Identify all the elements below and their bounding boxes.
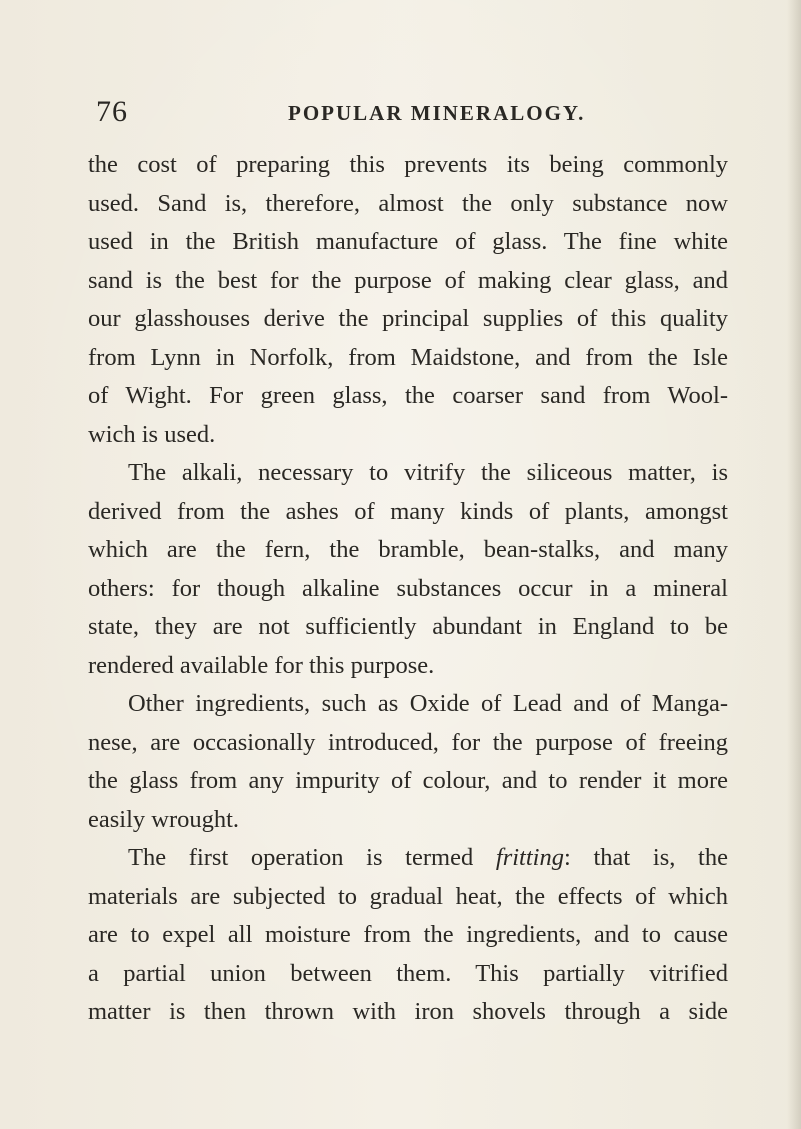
text-line: used. Sand is, therefore, almost the only substance now <box>88 189 728 217</box>
text-line: the glass from any impurity of colour, and to render it more <box>88 767 728 794</box>
text-line-with-italic <box>88 839 728 878</box>
text-line: The alkali, necessary to vitrify the siliceous matter, is <box>128 459 728 486</box>
text-line: are to expel all moisture from the ingredients, and to cause <box>88 921 728 948</box>
text-line: state, they are not sufficiently abundant in England to be <box>88 613 728 640</box>
text-line: a partial union between them. This partially vitrified <box>88 959 728 987</box>
text-line: rendered available for this purpose. <box>88 651 435 679</box>
text-line: wich is used. <box>88 420 216 448</box>
text-line: the cost of preparing this prevents its being commonly <box>88 151 728 178</box>
text-line: of Wight. For green glass, the coarser sand from Wool- <box>88 382 728 409</box>
text-line: used in the British manufacture of glass. The fine white <box>88 228 728 255</box>
text-line: from Lynn in Norfolk, from Maidstone, and from the Isle <box>88 343 728 371</box>
text-line: materials are subjected to gradual heat, the effects of which <box>88 882 728 910</box>
text-line: Other ingredients, such as Oxide of Lead and of Manga- <box>128 690 728 717</box>
text-run: : that is, the <box>563 844 728 871</box>
text-line: easily wrought. <box>88 805 240 833</box>
text-line: others: for though alkaline substances occur in a mineral <box>88 574 728 602</box>
page-number: 76 <box>96 95 128 128</box>
text-line: sand is the best for the purpose of making clear glass, and <box>88 266 728 294</box>
text-line: derived from the ashes of many kinds of plants, amongst <box>88 497 728 525</box>
text-line: nese, are occasionally introduced, for the purpose of freeing <box>88 728 728 756</box>
running-head: POPULAR MINERALOGY. <box>288 101 586 125</box>
text-run: The first operation is termed <box>128 844 496 871</box>
page-header <box>0 92 801 132</box>
body-text <box>88 146 728 1032</box>
text-line: which are the fern, the bramble, bean-stalks, and many <box>88 536 728 563</box>
text-line: our glasshouses derive the principal supplies of this quality <box>88 305 728 332</box>
page-edge-shadow <box>787 0 801 1129</box>
italic-term: fritting <box>495 844 564 871</box>
text-line: matter is then thrown with iron shovels through a side <box>88 998 728 1025</box>
